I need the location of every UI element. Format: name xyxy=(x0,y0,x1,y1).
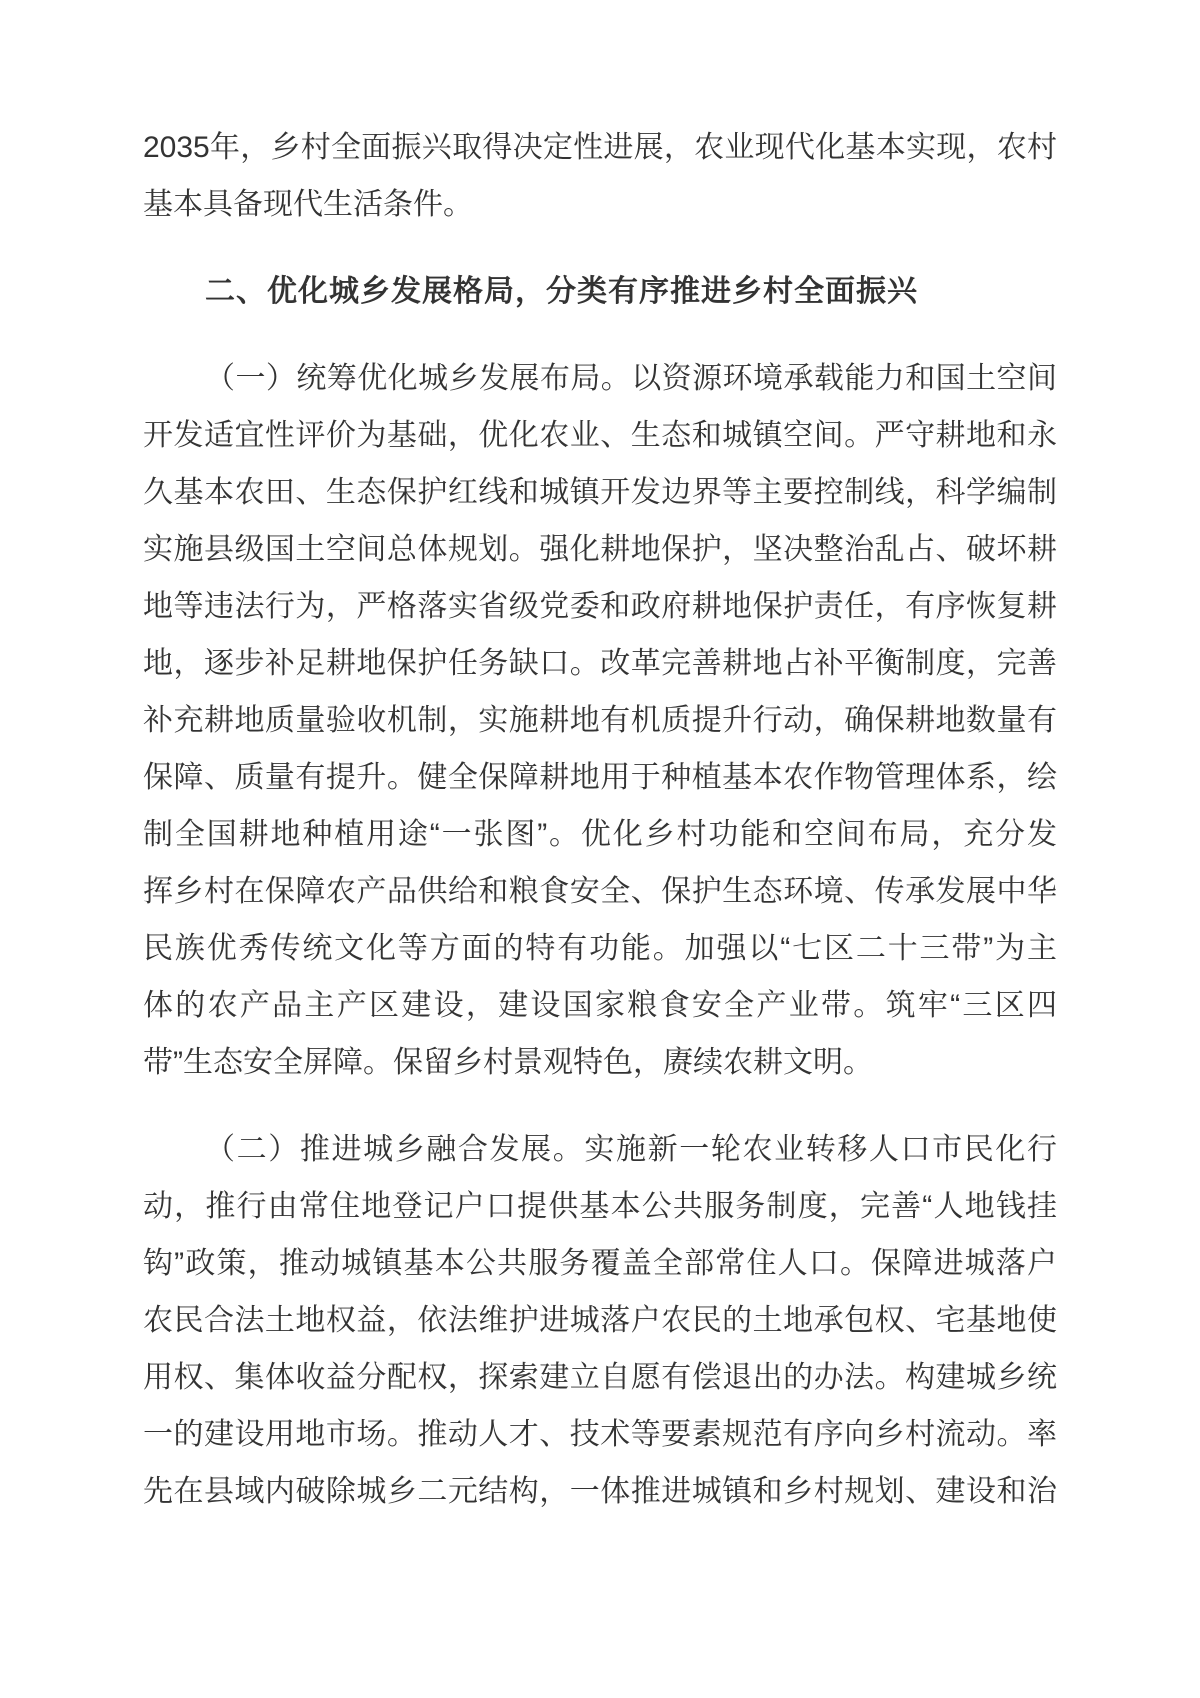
text-line: 先在县域内破除城乡二元结构，一体推进城镇和乡村规划、建设和治 xyxy=(143,1475,1057,1508)
text-line: 久基本农田、生态保护红线和城镇开发边界等主要控制线，科学编制 xyxy=(143,476,1057,509)
paragraph-one xyxy=(143,350,1057,1091)
text-line: 地，逐步补足耕地保护任务缺口。改革完善耕地占补平衡制度，完善 xyxy=(143,647,1057,680)
text-line: （一）统筹优化城乡发展布局。以资源环境承载能力和国土空间 xyxy=(205,362,1057,395)
text-line: 钩”政策，推动城镇基本公共服务覆盖全部常住人口。保障进城落户 xyxy=(143,1247,1057,1280)
text-line: 民族优秀传统文化等方面的特有功能。加强以“七区二十三带”为主 xyxy=(143,932,1057,965)
text-line: 保障、质量有提升。健全保障耕地用于种植基本农作物管理体系，绘 xyxy=(143,761,1057,794)
text-line: 开发适宜性评价为基础，优化农业、生态和城镇空间。严守耕地和永 xyxy=(143,419,1057,452)
text-line: 用权、集体收益分配权，探索建立自愿有偿退出的办法。构建城乡统 xyxy=(143,1361,1057,1394)
text-line: 体的农产品主产区建设，建设国家粮食安全产业带。筑牢“三区四 xyxy=(143,989,1057,1022)
text-line: 2035年，乡村全面振兴取得决定性进展，农业现代化基本实现，农村 xyxy=(143,131,1057,164)
text-line: 制全国耕地种植用途“一张图”。优化乡村功能和空间布局，充分发 xyxy=(143,818,1057,851)
text-line: 地等违法行为，严格落实省级党委和政府耕地保护责任，有序恢复耕 xyxy=(143,590,1057,623)
paragraph-two xyxy=(143,1121,1057,1520)
text-line: 动，推行由常住地登记户口提供基本公共服务制度，完善“人地钱挂 xyxy=(143,1190,1057,1223)
text-line: 一的建设用地市场。推动人才、技术等要素规范有序向乡村流动。率 xyxy=(143,1418,1057,1451)
text-line: 基本具备现代生活条件。 xyxy=(143,188,473,221)
text-line: （二）推进城乡融合发展。实施新一轮农业转移人口市民化行 xyxy=(205,1133,1057,1166)
text-line: 农民合法土地权益，依法维护进城落户农民的土地承包权、宅基地使 xyxy=(143,1304,1057,1337)
section-heading: 二、优化城乡发展格局，分类有序推进乡村全面振兴 xyxy=(205,275,918,308)
paragraph-intro xyxy=(143,119,1057,233)
text-line: 补充耕地质量验收机制，实施耕地有机质提升行动，确保耕地数量有 xyxy=(143,704,1057,737)
text-line: 带”生态安全屏障。保留乡村景观特色，赓续农耕文明。 xyxy=(143,1046,873,1079)
text-line: 挥乡村在保障农产品供给和粮食安全、保护生态环境、传承发展中华 xyxy=(143,875,1057,908)
text-line: 实施县级国土空间总体规划。强化耕地保护，坚决整治乱占、破坏耕 xyxy=(143,533,1057,566)
